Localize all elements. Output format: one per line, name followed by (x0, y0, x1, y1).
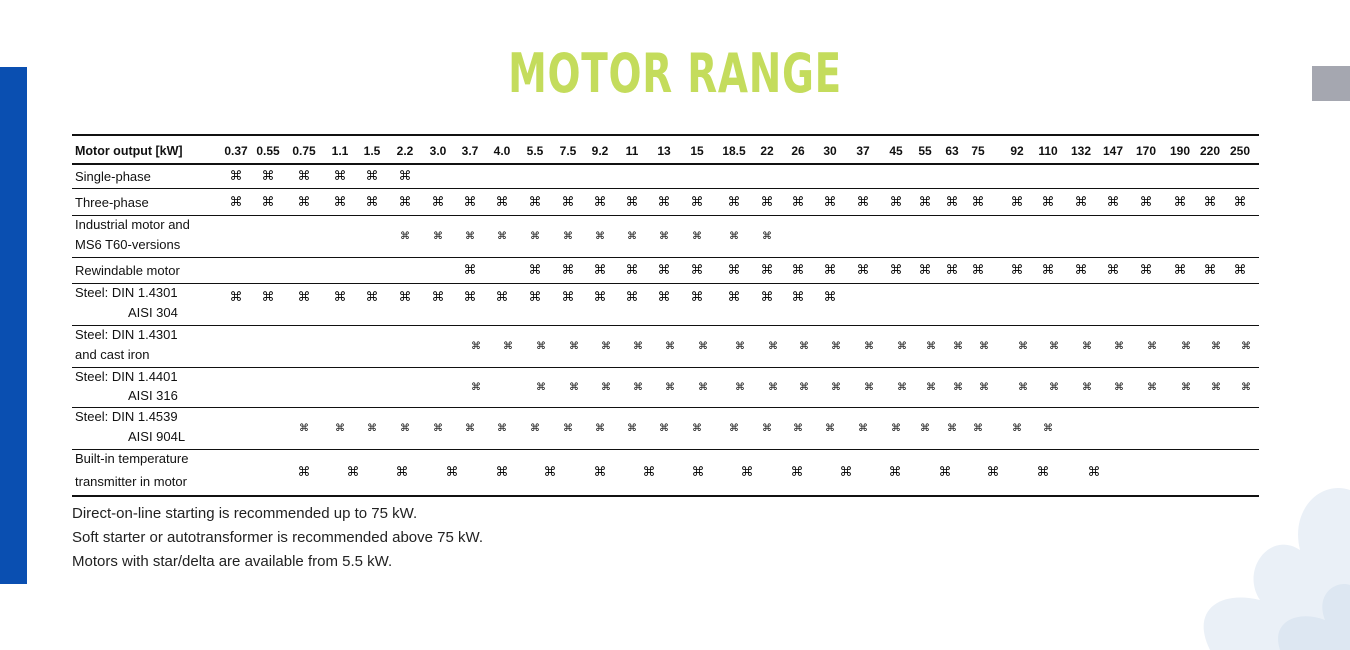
row-label: Steel: DIN 1.4301 (75, 285, 178, 300)
column-header: 147 (1102, 144, 1124, 158)
table-rule (72, 449, 1259, 450)
column-header: 0.55 (256, 144, 280, 158)
availability-mark: ⌘ (333, 168, 347, 184)
availability-mark: ⌘ (760, 263, 774, 278)
column-header: 0.37 (224, 144, 248, 158)
availability-mark: ⌘ (690, 290, 704, 305)
availability-mark: ⌘ (1106, 194, 1120, 210)
availability-mark: ⌘ (926, 341, 936, 352)
availability-mark: ⌘ (897, 341, 907, 352)
column-header: 63 (945, 144, 959, 158)
availability-mark: ⌘ (1241, 382, 1251, 393)
availability-mark: ⌘ (463, 194, 477, 210)
availability-mark: ⌘ (1181, 341, 1191, 352)
availability-mark: ⌘ (297, 465, 311, 480)
availability-mark: ⌘ (563, 423, 573, 434)
row-label: AISI 904L (128, 429, 186, 444)
availability-mark: ⌘ (1241, 341, 1251, 352)
availability-mark: ⌘ (791, 263, 805, 278)
column-header: 3.0 (429, 144, 447, 158)
availability-mark: ⌘ (945, 194, 959, 210)
availability-mark: ⌘ (1114, 341, 1124, 352)
availability-mark: ⌘ (1012, 423, 1022, 434)
table-rule (72, 325, 1259, 326)
availability-mark: ⌘ (398, 194, 412, 210)
availability-mark: ⌘ (1049, 341, 1059, 352)
availability-mark: ⌘ (825, 423, 835, 434)
availability-mark: ⌘ (569, 382, 579, 393)
availability-mark: ⌘ (261, 194, 275, 210)
availability-mark: ⌘ (665, 382, 675, 393)
availability-mark: ⌘ (945, 263, 959, 278)
availability-mark: ⌘ (601, 341, 611, 352)
availability-mark: ⌘ (335, 423, 345, 434)
availability-mark: ⌘ (1203, 263, 1217, 278)
availability-mark: ⌘ (839, 465, 853, 480)
motor-range-table (72, 134, 1259, 497)
availability-mark: ⌘ (400, 423, 410, 434)
column-header: 0.75 (292, 144, 316, 158)
availability-mark: ⌘ (495, 465, 509, 480)
availability-mark: ⌘ (395, 465, 409, 480)
availability-mark: ⌘ (1211, 382, 1221, 393)
availability-mark: ⌘ (897, 382, 907, 393)
availability-mark: ⌘ (433, 423, 443, 434)
availability-mark: ⌘ (495, 290, 509, 305)
table-rule (72, 163, 1259, 165)
availability-mark: ⌘ (1018, 341, 1028, 352)
availability-mark: ⌘ (823, 194, 837, 210)
column-header: 11 (625, 144, 639, 158)
availability-mark: ⌘ (768, 341, 778, 352)
column-header: 170 (1135, 144, 1157, 158)
availability-mark: ⌘ (625, 263, 639, 278)
availability-mark: ⌘ (625, 194, 639, 210)
availability-mark: ⌘ (569, 341, 579, 352)
availability-mark: ⌘ (536, 341, 546, 352)
availability-mark: ⌘ (692, 231, 702, 242)
column-header: 1.1 (331, 144, 349, 158)
availability-mark: ⌘ (768, 382, 778, 393)
availability-mark: ⌘ (543, 465, 557, 480)
column-header: 9.2 (591, 144, 609, 158)
table-rule (72, 257, 1259, 258)
availability-mark: ⌘ (888, 465, 902, 480)
availability-mark: ⌘ (1139, 263, 1153, 278)
column-header: 190 (1169, 144, 1191, 158)
availability-mark: ⌘ (229, 168, 243, 184)
column-header: 26 (791, 144, 805, 158)
availability-mark: ⌘ (595, 231, 605, 242)
availability-mark: ⌘ (735, 341, 745, 352)
availability-mark: ⌘ (1018, 382, 1028, 393)
availability-mark: ⌘ (445, 465, 459, 480)
availability-mark: ⌘ (926, 382, 936, 393)
table-rule (72, 367, 1259, 368)
availability-mark: ⌘ (1041, 263, 1055, 278)
availability-mark: ⌘ (1114, 382, 1124, 393)
availability-mark: ⌘ (659, 231, 669, 242)
availability-mark: ⌘ (346, 465, 360, 480)
row-label: Three-phase (75, 194, 149, 210)
availability-mark: ⌘ (297, 194, 311, 210)
row-label: AISI 304 (128, 305, 178, 320)
availability-mark: ⌘ (333, 290, 347, 305)
availability-mark: ⌘ (727, 194, 741, 210)
row-label: and cast iron (75, 347, 150, 362)
availability-mark: ⌘ (463, 290, 477, 305)
table-rule (72, 134, 1259, 136)
availability-mark: ⌘ (398, 290, 412, 305)
availability-mark: ⌘ (793, 423, 803, 434)
availability-mark: ⌘ (400, 231, 410, 242)
availability-mark: ⌘ (1082, 341, 1092, 352)
availability-mark: ⌘ (740, 465, 754, 480)
availability-mark: ⌘ (1036, 465, 1050, 480)
availability-mark: ⌘ (698, 382, 708, 393)
table-rule (72, 188, 1259, 189)
availability-mark: ⌘ (528, 263, 542, 278)
availability-mark: ⌘ (727, 290, 741, 305)
availability-mark: ⌘ (471, 341, 481, 352)
availability-mark: ⌘ (760, 194, 774, 210)
availability-mark: ⌘ (1139, 194, 1153, 210)
availability-mark: ⌘ (431, 290, 445, 305)
column-header: 55 (918, 144, 932, 158)
availability-mark: ⌘ (593, 290, 607, 305)
column-header: 18.5 (722, 144, 746, 158)
header-label: Motor output [kW] (75, 144, 183, 158)
grey-corner-box (1312, 66, 1350, 101)
left-accent-bar (0, 67, 27, 584)
availability-mark: ⌘ (659, 423, 669, 434)
availability-mark: ⌘ (1074, 263, 1088, 278)
availability-mark: ⌘ (856, 194, 870, 210)
availability-mark: ⌘ (1010, 263, 1024, 278)
availability-mark: ⌘ (627, 423, 637, 434)
column-header: 92 (1010, 144, 1024, 158)
availability-mark: ⌘ (497, 423, 507, 434)
availability-mark: ⌘ (495, 194, 509, 210)
availability-mark: ⌘ (433, 231, 443, 242)
column-header: 15 (690, 144, 704, 158)
availability-mark: ⌘ (799, 341, 809, 352)
availability-mark: ⌘ (864, 341, 874, 352)
availability-mark: ⌘ (593, 263, 607, 278)
column-header: 2.2 (396, 144, 414, 158)
availability-mark: ⌘ (229, 194, 243, 210)
availability-mark: ⌘ (297, 168, 311, 184)
availability-mark: ⌘ (971, 194, 985, 210)
note-star-delta: Motors with star/delta are available from 5.5 kW. (72, 553, 393, 570)
note-direct-on-line: Direct-on-line starting is recommended up to 75 kW. (72, 505, 418, 522)
availability-mark: ⌘ (1233, 194, 1247, 210)
availability-mark: ⌘ (561, 194, 575, 210)
availability-mark: ⌘ (1173, 263, 1187, 278)
column-header: 1.5 (363, 144, 381, 158)
availability-mark: ⌘ (979, 341, 989, 352)
availability-mark: ⌘ (536, 382, 546, 393)
availability-mark: ⌘ (692, 423, 702, 434)
availability-mark: ⌘ (856, 263, 870, 278)
availability-mark: ⌘ (528, 194, 542, 210)
availability-mark: ⌘ (367, 423, 377, 434)
column-header: 37 (856, 144, 870, 158)
availability-mark: ⌘ (729, 423, 739, 434)
row-label: Industrial motor and (75, 217, 190, 232)
availability-mark: ⌘ (729, 231, 739, 242)
availability-mark: ⌘ (864, 382, 874, 393)
availability-mark: ⌘ (1087, 465, 1101, 480)
column-header: 5.5 (526, 144, 544, 158)
row-label: Built-in temperature (75, 451, 189, 466)
availability-mark: ⌘ (891, 423, 901, 434)
row-label: Rewindable motor (75, 263, 180, 278)
availability-mark: ⌘ (791, 194, 805, 210)
availability-mark: ⌘ (365, 168, 379, 184)
availability-mark: ⌘ (1211, 341, 1221, 352)
availability-mark: ⌘ (530, 423, 540, 434)
availability-mark: ⌘ (497, 231, 507, 242)
row-label: Single-phase (75, 168, 151, 184)
availability-mark: ⌘ (1173, 194, 1187, 210)
availability-mark: ⌘ (463, 263, 477, 278)
availability-mark: ⌘ (665, 341, 675, 352)
availability-mark: ⌘ (601, 382, 611, 393)
availability-mark: ⌘ (1010, 194, 1024, 210)
availability-mark: ⌘ (698, 341, 708, 352)
availability-mark: ⌘ (261, 168, 275, 184)
availability-mark: ⌘ (1043, 423, 1053, 434)
availability-mark: ⌘ (561, 290, 575, 305)
availability-mark: ⌘ (953, 341, 963, 352)
availability-mark: ⌘ (690, 194, 704, 210)
availability-mark: ⌘ (465, 423, 475, 434)
column-header: 3.7 (461, 144, 479, 158)
availability-mark: ⌘ (791, 290, 805, 305)
availability-mark: ⌘ (986, 465, 1000, 480)
availability-mark: ⌘ (595, 423, 605, 434)
table-rule (72, 495, 1259, 497)
availability-mark: ⌘ (918, 263, 932, 278)
availability-mark: ⌘ (563, 231, 573, 242)
row-label: Steel: DIN 1.4401 (75, 369, 178, 384)
availability-mark: ⌘ (760, 290, 774, 305)
column-header: 4.0 (493, 144, 511, 158)
availability-mark: ⌘ (831, 382, 841, 393)
availability-mark: ⌘ (471, 382, 481, 393)
availability-mark: ⌘ (1074, 194, 1088, 210)
availability-mark: ⌘ (1049, 382, 1059, 393)
availability-mark: ⌘ (889, 263, 903, 278)
table-rule (72, 215, 1259, 216)
availability-mark: ⌘ (971, 263, 985, 278)
page-title: MOTOR RANGE (508, 42, 842, 105)
availability-mark: ⌘ (627, 231, 637, 242)
availability-mark: ⌘ (633, 382, 643, 393)
row-label: AISI 316 (128, 388, 178, 403)
availability-mark: ⌘ (593, 194, 607, 210)
availability-mark: ⌘ (1233, 263, 1247, 278)
availability-mark: ⌘ (465, 231, 475, 242)
availability-mark: ⌘ (657, 263, 671, 278)
column-header: 45 (889, 144, 903, 158)
availability-mark: ⌘ (528, 290, 542, 305)
availability-mark: ⌘ (1147, 382, 1157, 393)
availability-mark: ⌘ (229, 290, 243, 305)
column-header: 132 (1070, 144, 1092, 158)
availability-mark: ⌘ (858, 423, 868, 434)
row-label: transmitter in motor (75, 473, 187, 489)
availability-mark: ⌘ (690, 263, 704, 278)
availability-mark: ⌘ (831, 341, 841, 352)
availability-mark: ⌘ (657, 194, 671, 210)
availability-mark: ⌘ (1106, 263, 1120, 278)
availability-mark: ⌘ (1082, 382, 1092, 393)
availability-mark: ⌘ (1181, 382, 1191, 393)
column-header: 7.5 (559, 144, 577, 158)
availability-mark: ⌘ (261, 290, 275, 305)
note-soft-starter: Soft starter or autotransformer is recommended above 75 kW. (72, 529, 484, 546)
availability-mark: ⌘ (979, 382, 989, 393)
row-label: Steel: DIN 1.4301 (75, 327, 178, 342)
column-header: 250 (1229, 144, 1251, 158)
availability-mark: ⌘ (953, 382, 963, 393)
availability-mark: ⌘ (799, 382, 809, 393)
column-header: 220 (1199, 144, 1221, 158)
availability-mark: ⌘ (790, 465, 804, 480)
background-decoration-icon (1150, 470, 1350, 650)
availability-mark: ⌘ (530, 231, 540, 242)
availability-mark: ⌘ (823, 290, 837, 305)
availability-mark: ⌘ (431, 194, 445, 210)
availability-mark: ⌘ (299, 423, 309, 434)
availability-mark: ⌘ (918, 194, 932, 210)
availability-mark: ⌘ (365, 290, 379, 305)
availability-mark: ⌘ (947, 423, 957, 434)
availability-mark: ⌘ (297, 290, 311, 305)
availability-mark: ⌘ (333, 194, 347, 210)
availability-mark: ⌘ (503, 341, 513, 352)
availability-mark: ⌘ (823, 263, 837, 278)
column-header: 110 (1038, 144, 1058, 158)
availability-mark: ⌘ (633, 341, 643, 352)
column-header: 22 (760, 144, 774, 158)
table-rule (72, 407, 1259, 408)
availability-mark: ⌘ (938, 465, 952, 480)
availability-mark: ⌘ (762, 423, 772, 434)
availability-mark: ⌘ (625, 290, 639, 305)
availability-mark: ⌘ (735, 382, 745, 393)
availability-mark: ⌘ (365, 194, 379, 210)
availability-mark: ⌘ (1203, 194, 1217, 210)
availability-mark: ⌘ (593, 465, 607, 480)
availability-mark: ⌘ (920, 423, 930, 434)
column-header: 13 (657, 144, 671, 158)
availability-mark: ⌘ (762, 231, 772, 242)
row-label: Steel: DIN 1.4539 (75, 409, 178, 424)
availability-mark: ⌘ (561, 263, 575, 278)
availability-mark: ⌘ (691, 465, 705, 480)
availability-mark: ⌘ (657, 290, 671, 305)
column-header: 75 (971, 144, 985, 158)
availability-mark: ⌘ (642, 465, 656, 480)
availability-mark: ⌘ (973, 423, 983, 434)
availability-mark: ⌘ (398, 168, 412, 184)
availability-mark: ⌘ (1041, 194, 1055, 210)
availability-mark: ⌘ (727, 263, 741, 278)
availability-mark: ⌘ (1147, 341, 1157, 352)
table-rule (72, 283, 1259, 284)
availability-mark: ⌘ (889, 194, 903, 210)
column-header: 30 (823, 144, 837, 158)
row-label: MS6 T60-versions (75, 237, 181, 252)
